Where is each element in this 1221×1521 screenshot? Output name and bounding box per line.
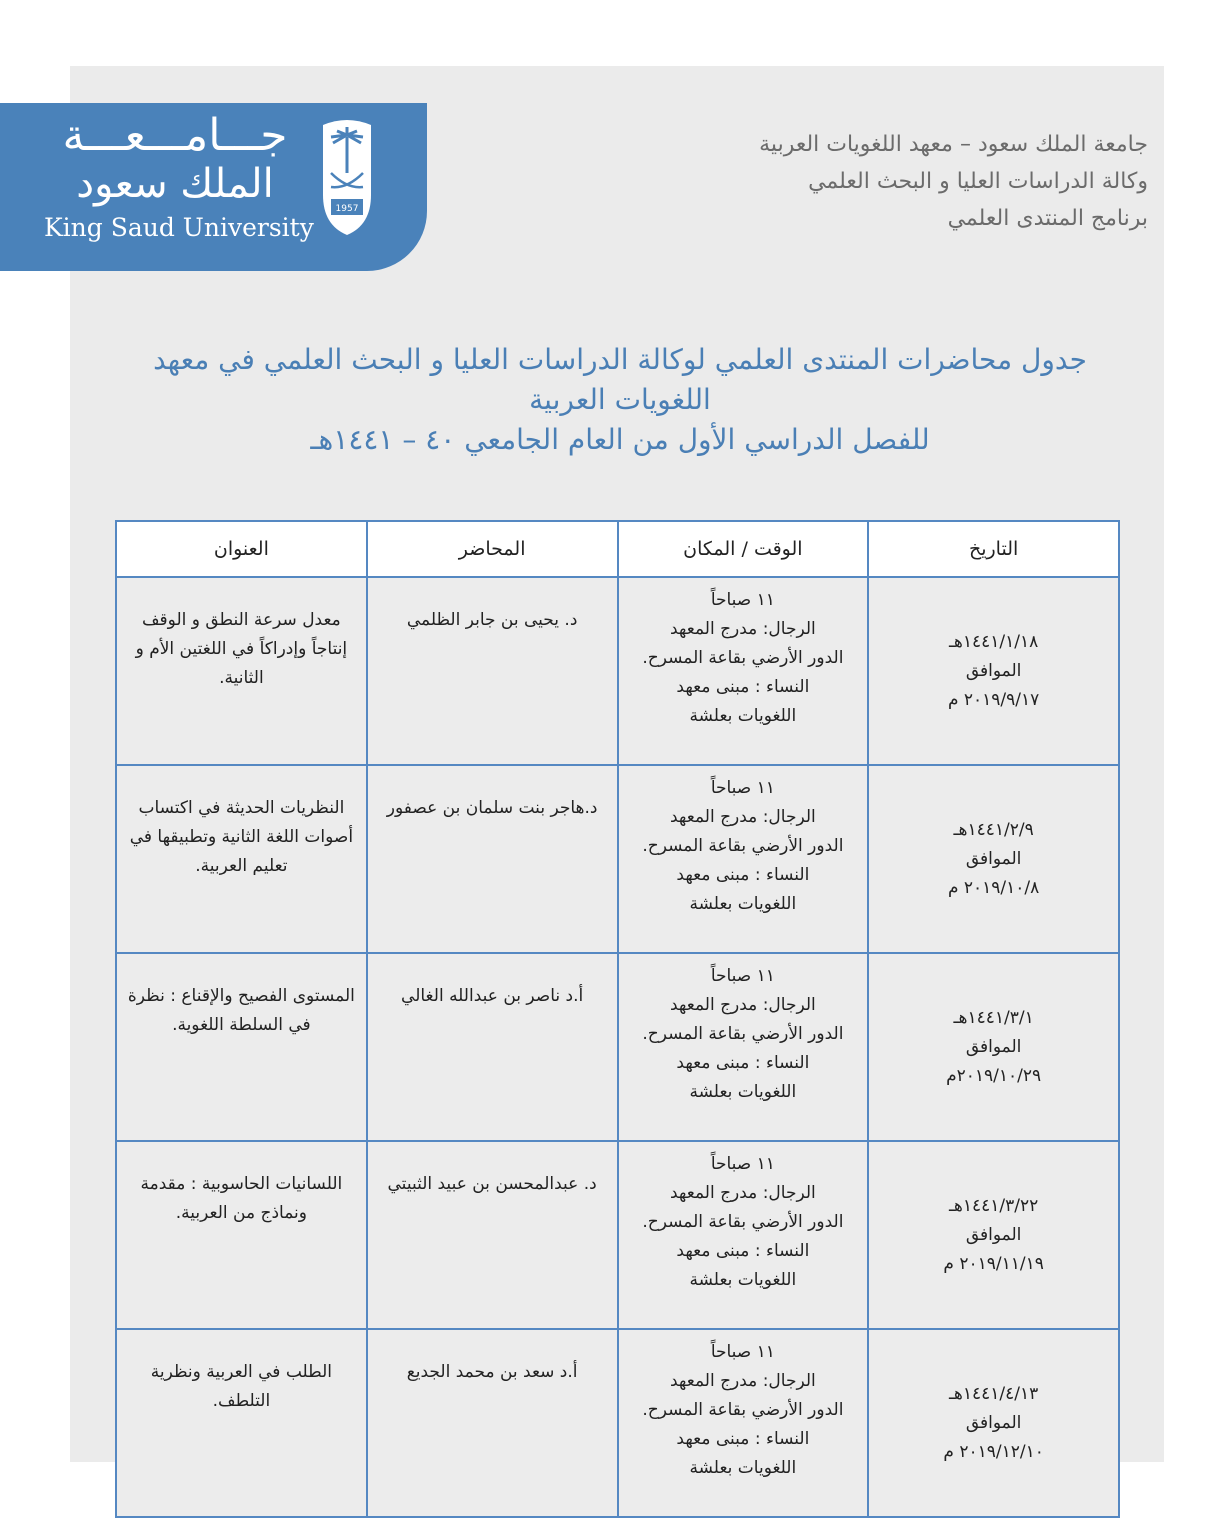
topic-cell: اللسانيات الحاسوبية : مقدمة ونماذج من العربية. <box>116 1141 367 1329</box>
place-men-detail: الدور الأرضي بقاعة المسرح. <box>642 1212 844 1232</box>
university-shield-icon <box>319 115 375 237</box>
time-place-cell <box>618 1329 869 1517</box>
title-line2: اللغويات العربية <box>529 383 711 416</box>
date-cell <box>868 1329 1119 1517</box>
topic-cell: الطلب في العربية ونظرية التلطف. <box>116 1329 367 1517</box>
header-institution <box>628 126 1148 237</box>
topic-cell: النظريات الحديثة في اكتساب أصوات اللغة الثانية وتطبيقها في تعليم العربية. <box>116 765 367 953</box>
place-women: النساء : مبنى معهد <box>676 1241 810 1261</box>
place-men: الرجال: مدرج المعهد <box>669 807 816 827</box>
header-date: التاريخ <box>868 521 1119 577</box>
header-lecturer: المحاضر <box>367 521 618 577</box>
time-place-cell <box>618 1141 869 1329</box>
place-women: النساء : مبنى معهد <box>676 1429 810 1449</box>
header-line-deanship: وكالة الدراسات العليا و البحث العلمي <box>808 169 1148 194</box>
date-cell <box>868 953 1119 1141</box>
place-men-detail: الدور الأرضي بقاعة المسرح. <box>642 648 844 668</box>
table-row <box>116 1141 1119 1329</box>
place-women-detail: اللغويات بعلشة <box>689 1270 797 1290</box>
place-men: الرجال: مدرج المعهد <box>669 1371 816 1391</box>
date-label: الموافق <box>965 848 1022 869</box>
lecturer-cell: د. عبدالمحسن بن عبيد الثبيتي <box>367 1141 618 1329</box>
place-men-detail: الدور الأرضي بقاعة المسرح. <box>642 836 844 856</box>
place-women: النساء : مبنى معهد <box>676 677 810 697</box>
table-row <box>116 765 1119 953</box>
table-header-row <box>116 521 1119 577</box>
place-men-detail: الدور الأرضي بقاعة المسرح. <box>642 1024 844 1044</box>
date-label: الموافق <box>965 1036 1022 1057</box>
title-line3: للفصل الدراسي الأول من العام الجامعي ٤٠ – ١٤٤١هـ <box>310 423 930 456</box>
place-men: الرجال: مدرج المعهد <box>669 1183 816 1203</box>
date-label: الموافق <box>965 1224 1022 1245</box>
table-row <box>116 1329 1119 1517</box>
table-row <box>116 953 1119 1141</box>
time: ١١ صباحاً <box>710 966 775 986</box>
time-place-cell <box>618 765 869 953</box>
topic-cell: المستوى الفصيح والإقناع : نظرة في السلطة اللغوية. <box>116 953 367 1141</box>
date-cell <box>868 765 1119 953</box>
date-label: الموافق <box>965 1412 1022 1433</box>
time-place-cell <box>618 953 869 1141</box>
time: ١١ صباحاً <box>710 1154 775 1174</box>
time-place-cell <box>618 577 869 765</box>
time: ١١ صباحاً <box>710 1342 775 1362</box>
date-gregorian: ٢٠١٩/١٠/٨ م <box>947 877 1040 898</box>
logo-arabic-line1: جـــامـــعـــة <box>62 110 288 161</box>
lecturer-cell: أ.د ناصر بن عبدالله الغالي <box>367 953 618 1141</box>
place-men: الرجال: مدرج المعهد <box>669 619 816 639</box>
header-topic: العنوان <box>116 521 367 577</box>
date-gregorian: ٢٠١٩/١٢/١٠ م <box>943 1441 1044 1462</box>
date-hijri: ١٤٤١/١/١٨هـ <box>948 631 1039 652</box>
time: ١١ صباحاً <box>710 778 775 798</box>
header-line-university: جامعة الملك سعود – معهد اللغويات العربية <box>759 132 1148 157</box>
title-line1: جدول محاضرات المنتدى العلمي لوكالة الدراسات العليا و البحث العلمي في معهد <box>153 343 1087 376</box>
lecturer-cell: أ.د سعد بن محمد الجديع <box>367 1329 618 1517</box>
logo-year: 1957 <box>335 204 359 214</box>
place-women-detail: اللغويات بعلشة <box>689 1458 797 1478</box>
table-row <box>116 577 1119 765</box>
place-women-detail: اللغويات بعلشة <box>689 706 797 726</box>
date-cell <box>868 577 1119 765</box>
place-men-detail: الدور الأرضي بقاعة المسرح. <box>642 1400 844 1420</box>
date-gregorian: ٢٠١٩/١٠/٢٩م <box>946 1065 1042 1086</box>
university-logo-banner <box>0 103 427 271</box>
date-gregorian: ٢٠١٩/١١/١٩ م <box>943 1253 1044 1274</box>
place-women-detail: اللغويات بعلشة <box>689 894 797 914</box>
lecturer-cell: د.هاجر بنت سلمان بن عصفور <box>367 765 618 953</box>
time: ١١ صباحاً <box>710 590 775 610</box>
date-hijri: ١٤٤١/٤/١٣هـ <box>948 1383 1039 1404</box>
date-label: الموافق <box>965 660 1022 681</box>
place-women: النساء : مبنى معهد <box>676 1053 810 1073</box>
date-hijri: ١٤٤١/٣/٢٢هـ <box>948 1195 1039 1216</box>
date-cell <box>868 1141 1119 1329</box>
topic-cell: معدل سرعة النطق و الوقف إنتاجاً وإدراكاً في اللغتين الأم و الثانية. <box>116 577 367 765</box>
lecture-schedule-table <box>115 520 1120 1518</box>
place-women-detail: اللغويات بعلشة <box>689 1082 797 1102</box>
lecturer-cell: د. يحيى بن جابر الظلمي <box>367 577 618 765</box>
page-title <box>100 340 1140 460</box>
date-gregorian: ٢٠١٩/٩/١٧ م <box>947 689 1040 710</box>
place-men: الرجال: مدرج المعهد <box>669 995 816 1015</box>
logo-english-name: King Saud University <box>44 213 314 242</box>
header-line-program: برنامج المنتدى العلمي <box>947 206 1148 231</box>
logo-arabic-line2: الملك سعود <box>76 161 274 207</box>
header-time-place: الوقت / المكان <box>618 521 869 577</box>
date-hijri: ١٤٤١/٢/٩هـ <box>953 819 1034 840</box>
date-hijri: ١٤٤١/٣/١هـ <box>953 1007 1034 1028</box>
place-women: النساء : مبنى معهد <box>676 865 810 885</box>
